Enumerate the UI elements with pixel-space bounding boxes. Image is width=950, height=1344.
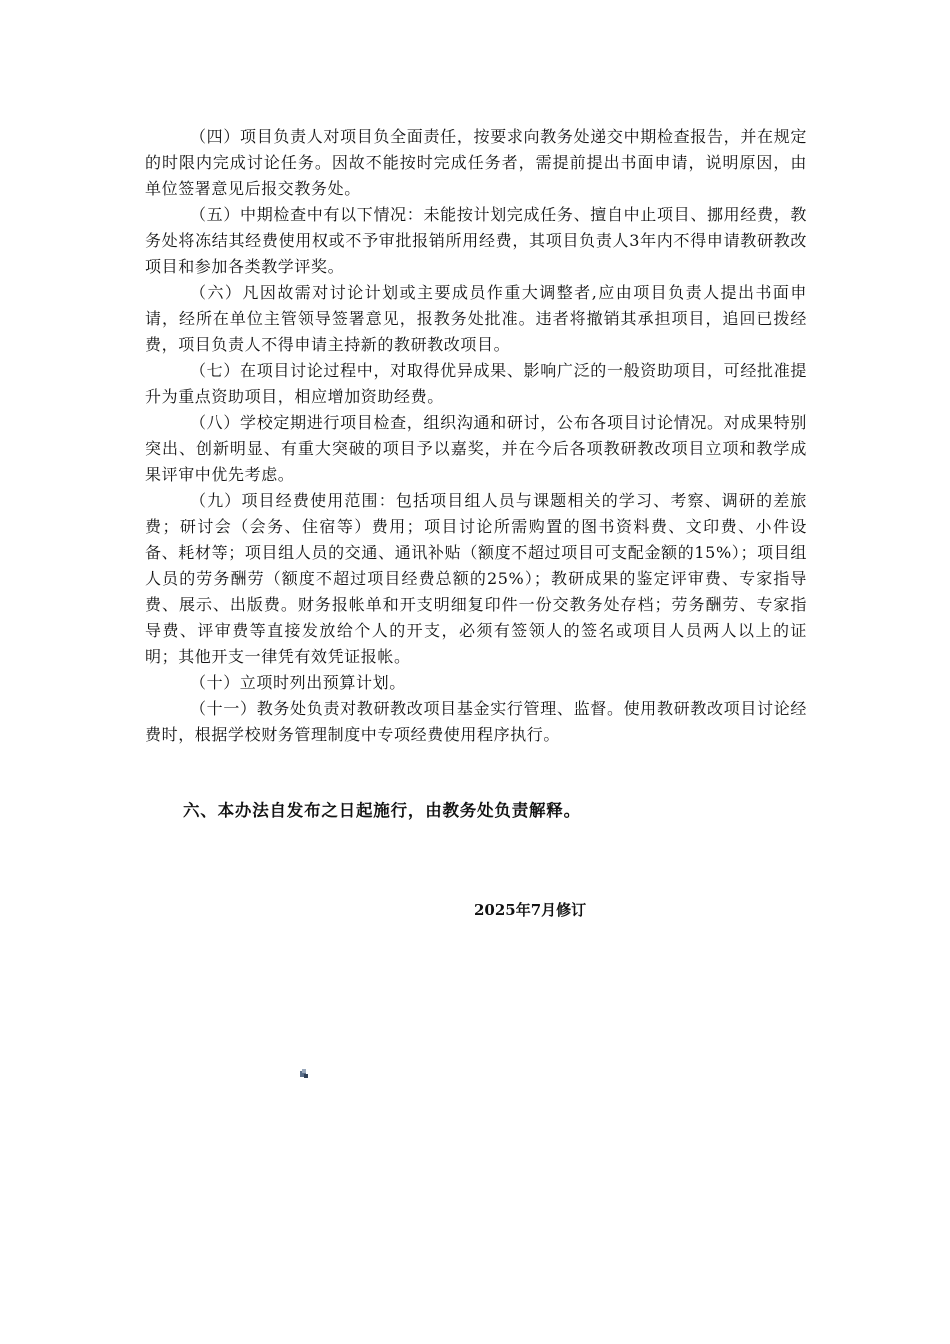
paragraph-item-4: （四）项目负责人对项目负全面责任，按要求向教务处递交中期检查报告，并在规定的时限内完成讨论任务。因故不能按时完成任务者，需提前提出书面申请，说明原因，由单位签署意见后报交教务处。 [145, 127, 807, 198]
paragraph-item-7: （七）在项目讨论过程中，对取得优异成果、影响广泛的一般资助项目，可经批准提升为重点资助项目，相应增加资助经费。 [145, 361, 807, 406]
paragraph-item-9: （九）项目经费使用范围：包括项目组人员与课题相关的学习、考察、调研的差旅费；研讨会（会务、住宿等）费用；项目讨论所需购置的图书资料费、文印费、小件设备、耗材等；项目组人员的交通、通讯补贴（额度不超过项目可支配金额的15%）；项目组人员的劳务酬劳（额度不超过项目经费总额的25%）；教研成果的鉴定评审费、专家指导费、展示、出版费。财务报帐单和开支明细复印件一份交教务处存档；劳务酬劳、专家指导费、评审费等直接发放给个人的开支，必须有签领人的签名或项目人员两人以上的证明；其他开支一律凭有效凭证报帐。 [145, 491, 807, 666]
paragraph-item-8: （八）学校定期进行项目检查，组织沟通和研讨，公布各项目讨论情况。对成果特别突出、创新明显、有重大突破的项目予以嘉奖，并在今后各项教研教改项目立项和教学成果评审中优先考虑。 [145, 413, 807, 484]
small-image-mark-icon [299, 1069, 309, 1079]
paragraph-item-11: （十一）教务处负责对教研教改项目基金实行管理、监督。使用教研教改项目讨论经费时，根据学校财务管理制度中专项经费使用程序执行。 [145, 699, 807, 744]
document-body [145, 124, 807, 748]
revision-date: 2025年7月修订 [474, 901, 587, 919]
section-heading: 六、本办法自发布之日起施行，由教务处负责解释。 [183, 801, 581, 820]
paragraph-item-6: （六）凡因故需对讨论计划或主要成员作重大调整者,应由项目负责人提出书面申请，经所在单位主管领导签署意见，报教务处批准。违者将撤销其承担项目，追回已拨经费，项目负责人不得申请主持新的教研教改项目。 [145, 283, 807, 354]
paragraph-item-5: （五）中期检查中有以下情况：未能按计划完成任务、擅自中止项目、挪用经费，教务处将冻结其经费使用权或不予审批报销所用经费，其项目负责人3年内不得申请教研教改项目和参加各类教学评奖。 [145, 205, 807, 276]
paragraph-item-10: （十）立项时列出预算计划。 [190, 673, 406, 692]
